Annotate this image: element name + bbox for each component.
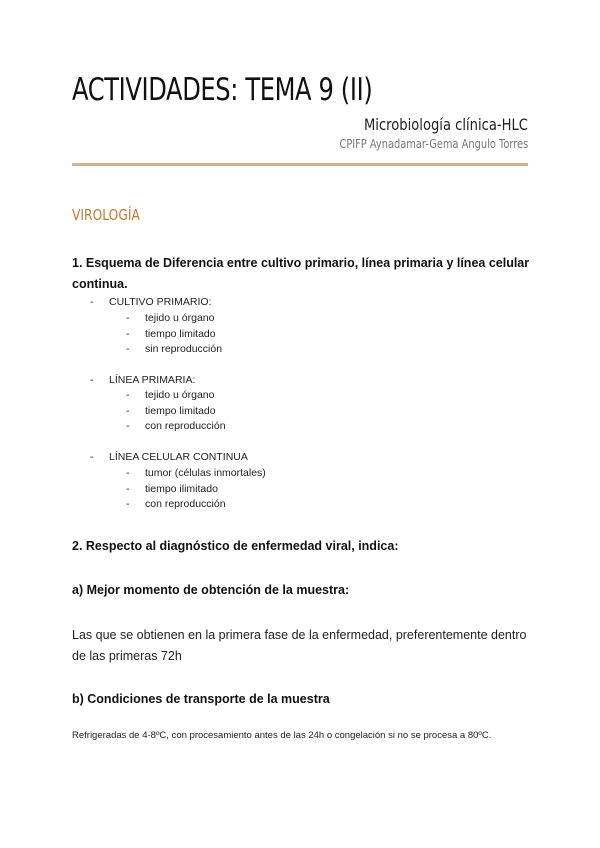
list-item (90, 451, 248, 463)
list-item (90, 374, 195, 386)
question-2b-title: b) Condiciones de transporte de la muestra (72, 692, 330, 706)
list-item (126, 483, 218, 495)
list-item (126, 312, 214, 324)
section-heading: VIROLOGÍA (72, 206, 140, 224)
sub-item-label: tejido u órgano (145, 389, 215, 401)
bullet-dash: - (90, 451, 94, 463)
list-item (126, 467, 266, 479)
bullet-dash: - (90, 296, 94, 308)
list-item (90, 296, 211, 308)
list-item (126, 420, 226, 432)
bullet-dash: - (126, 498, 130, 510)
question-1-title: 1. Esquema de Diferencia entre cultivo primario, línea primaria y línea celular continua. (72, 256, 530, 291)
sub-item-label: tiempo limitado (145, 328, 216, 340)
bullet-dash: - (126, 343, 130, 355)
sub-item-label: con reproducción (145, 498, 226, 510)
bullet-dash: - (126, 312, 130, 324)
document-author: CPIFP Aynadamar-Gema Angulo Torres (339, 137, 528, 151)
sub-item-label: tejido u órgano (145, 312, 215, 324)
sub-item-label: sin reproducción (145, 343, 223, 355)
answer-2a: Las que se obtienen en la primera fase de la enfermedad, preferentemente dentro de las primeras 72h (72, 628, 527, 663)
bullet-dash: - (126, 389, 130, 401)
page-title: ACTIVIDADES: TEMA 9 (II) (72, 72, 373, 108)
bullet-dash: - (126, 467, 130, 479)
sub-item-label: con reproducción (145, 420, 226, 432)
question-2a-title: a) Mejor momento de obtención de la muestra: (72, 583, 350, 597)
document-subtitle: Microbiología clínica-HLC (364, 115, 528, 134)
bullet-dash: - (126, 405, 130, 417)
bullet-dash: - (90, 374, 94, 386)
bullet-dash: - (126, 483, 130, 495)
question-2-title: 2. Respecto al diagnóstico de enfermedad viral, indica: (72, 539, 399, 553)
list-item (126, 498, 226, 510)
answer-2b: Refrigeradas de 4-8ºC, con procesamiento antes de las 24h o congelación si no se procesa a 80ºC. (72, 730, 492, 741)
bullet-dash: - (126, 420, 130, 432)
list-item (126, 328, 216, 340)
list-item (126, 343, 222, 355)
list-item (126, 405, 216, 417)
sub-item-label: tumor (células inmortales) (145, 467, 266, 479)
list-item (126, 389, 214, 401)
bullet-dash: - (126, 328, 130, 340)
group-label: LÍNEA CELULAR CONTINUA (109, 451, 248, 463)
group-label: LÍNEA PRIMARIA: (109, 374, 196, 386)
sub-item-label: tiempo ilimitado (145, 483, 218, 495)
header-divider (72, 163, 528, 166)
group-label: CULTIVO PRIMARIO: (109, 296, 212, 308)
sub-item-label: tiempo limitado (145, 405, 216, 417)
